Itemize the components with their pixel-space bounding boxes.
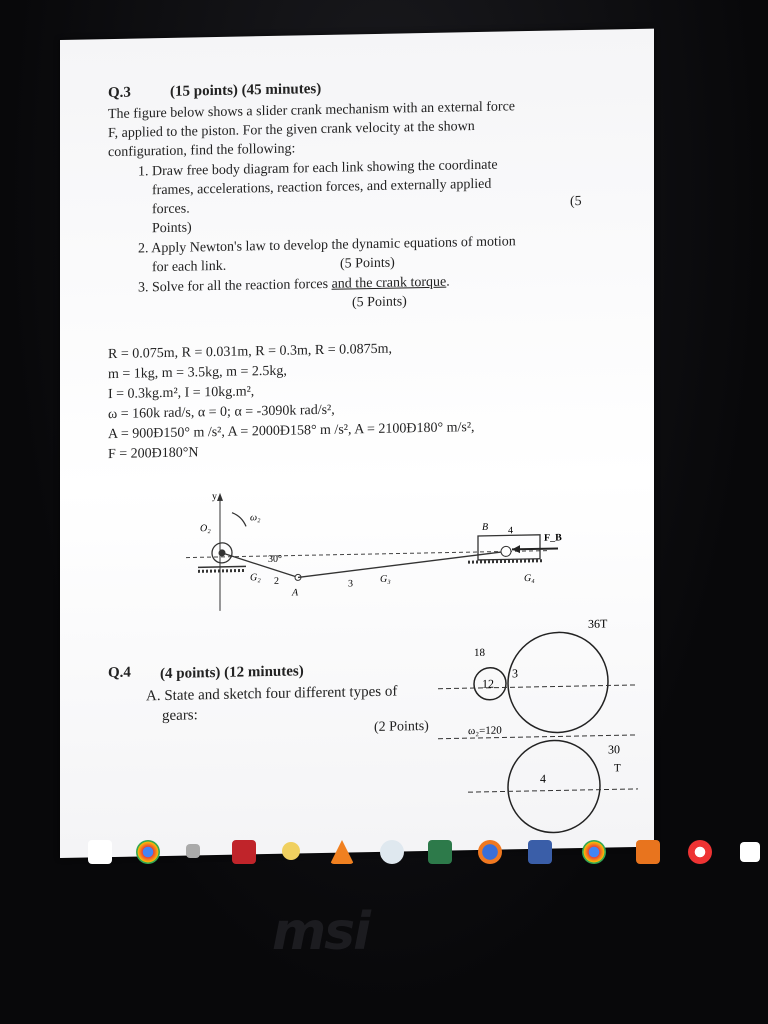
gear-18-label: 18: [474, 646, 485, 660]
gear-centerline-3: [468, 789, 638, 792]
opera-icon[interactable]: [688, 840, 712, 864]
q3-intro-3: configuration, find the following:: [108, 141, 296, 161]
link3-number: 3: [348, 578, 353, 590]
g4-label: G₄: [524, 572, 535, 585]
q4-points-2: (2 Points): [374, 718, 429, 735]
gear-36t-label: 36T: [588, 616, 608, 631]
q4-line-b: gears:: [162, 707, 198, 725]
q3-item2-line2: for each link.: [152, 258, 227, 276]
ground-hatch: [198, 570, 246, 571]
y-axis-arrow: [217, 493, 223, 501]
q4-number: Q.4: [108, 664, 131, 682]
q3-item2-line1: 2. Apply Newton's law to develop the dynamic equations of motion: [138, 234, 516, 257]
q3-item3-points: (5 Points): [352, 294, 407, 311]
q3-intro-2: F, applied to the piston. For the given crank velocity at the shown: [108, 119, 475, 142]
powerpoint-icon[interactable]: [636, 840, 660, 864]
q3-item1-points-a: (5: [570, 193, 582, 210]
slider-ground: [468, 561, 544, 562]
taskbar: [70, 832, 768, 876]
store-icon[interactable]: [740, 842, 760, 862]
angle-label: 30°: [268, 553, 282, 566]
autocad-icon[interactable]: [232, 840, 256, 864]
g2-label: G₂: [250, 572, 261, 584]
q3-item3-text: 3. Solve for all the reaction forces: [138, 276, 329, 296]
document-page: [108, 75, 628, 786]
joint-b: [501, 546, 511, 556]
gear-omega-label: ω₂=120: [468, 724, 502, 738]
gear-30: [508, 740, 600, 834]
connecting-rod: [298, 551, 506, 577]
link4-number: 4: [507, 525, 513, 537]
q3-item1-line2: frames, accelerations, reaction forces, and externally applied: [152, 176, 492, 199]
q3-item2-points: (5 Points): [340, 255, 395, 272]
gear-36t: [508, 631, 608, 733]
q3-item1-line3: forces.: [152, 201, 190, 218]
given-line-5: A = 900Ð150° m /s², A = 2000Ð158° m /s², A = 2100Ð180° m/s²,: [108, 420, 475, 443]
b-label: B: [482, 521, 489, 533]
q3-number: Q.3: [108, 84, 131, 102]
media-icon[interactable]: [282, 842, 300, 860]
gear-sketch: [438, 595, 638, 849]
jaguar-icon[interactable]: [528, 840, 552, 864]
q3-intro-1: The figure below shows a slider crank mechanism with an external force: [108, 99, 516, 123]
y-label: y: [212, 490, 217, 503]
given-line-3: I = 0.3kg.m², I = 10kg.m²,: [108, 384, 255, 403]
a-label: A: [292, 587, 299, 599]
app-icon[interactable]: [186, 844, 200, 858]
fb-label: F_B: [544, 532, 562, 544]
q3-points: (15 points) (45 minutes): [170, 80, 322, 100]
force-arrowhead: [512, 545, 520, 553]
g3-label: G₃: [380, 573, 391, 585]
gear-3-label: 3: [512, 666, 518, 681]
photos-icon[interactable]: [88, 840, 112, 864]
gear-30-t-label: T: [614, 762, 621, 775]
given-line-6: F = 200Ð180°N: [108, 445, 199, 463]
given-line-4: ω = 160k rad/s, α = 0; α = -3090k rad/s²,: [108, 402, 335, 423]
screen: [60, 29, 654, 858]
gear-30-label: 30: [608, 742, 620, 757]
vlc-icon[interactable]: [330, 840, 354, 864]
gear-4-label: 4: [540, 771, 546, 786]
firefox-icon[interactable]: [478, 840, 502, 864]
q3-item3: [138, 275, 450, 297]
o2-label: O₂: [200, 523, 211, 535]
msi-logo: msi: [272, 902, 369, 962]
link2-number: 2: [274, 575, 279, 587]
centerline: [186, 551, 548, 558]
omega-arrow: [232, 512, 246, 526]
q3-item1-line1: 1. Draw free body diagram for each link showing the coordinate: [138, 157, 498, 180]
cube-icon[interactable]: [428, 840, 452, 864]
q3-item3-underlined: and the crank torque: [331, 274, 447, 292]
chrome-icon[interactable]: [136, 840, 160, 864]
q3-item1-points-b: Points): [152, 220, 192, 237]
ground-link: [198, 566, 246, 567]
q4-points: (4 points) (12 minutes): [160, 663, 304, 683]
given-line-1: R = 0.075m, R = 0.031m, R = 0.3m, R = 0.0875m,: [108, 341, 392, 363]
paint-icon[interactable]: [380, 840, 404, 864]
q3-item3-end: .: [446, 274, 450, 290]
q4-line-a: A. State and sketch four different types of: [146, 683, 398, 705]
given-line-2: m = 1kg, m = 3.5kg, m = 2.5kg,: [108, 363, 287, 383]
chrome-icon-2[interactable]: [582, 840, 606, 864]
omega2-label: ω₂: [250, 512, 261, 524]
gear-12-label: 12: [482, 676, 494, 691]
